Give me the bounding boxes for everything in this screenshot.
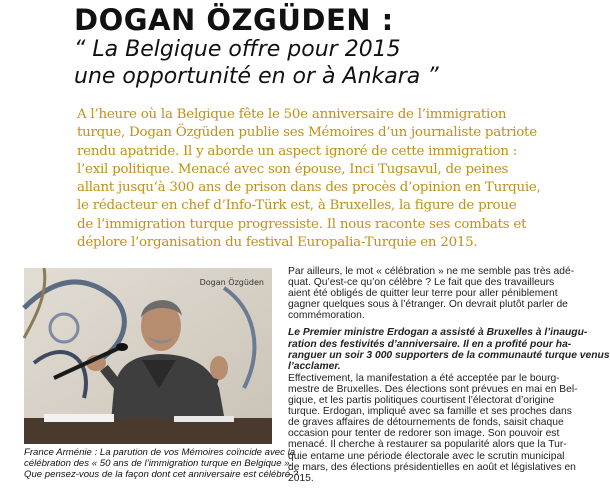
article-line: mestre de Bruxelles. Des élections sont prévues en mai en Bel- <box>288 383 578 395</box>
article-line: gagner quelques sous à l’étranger. On devrait plutôt parler de <box>288 299 568 311</box>
question-line: ranguer un soir 3 000 supporters de la communauté turque venus <box>288 349 610 361</box>
lead-line: déplore l’organisation du festival Europalia-Turquie en 2015. <box>77 235 478 251</box>
headline <box>74 4 544 90</box>
lead-line: A l’heure où la Belgique fête le 50e anniversaire de l’immigration <box>77 107 507 122</box>
article-paragraph <box>288 372 578 484</box>
headline-quote-line: “ La Belgique offre pour 2015 <box>74 37 401 62</box>
lead-paragraph <box>77 106 541 252</box>
article-line: turque. Erdogan, impliqué avec sa famille et ses proches dans <box>288 406 572 418</box>
lead-line: allant jusqu’à 300 ans de prison dans des procès d’opinion en Turquie, <box>77 180 541 196</box>
question-line: l’acclamer. <box>288 360 341 372</box>
lead-line: rendu apatride. Il y aborde un aspect ignoré de cette immigration : <box>77 143 517 159</box>
headline-name: DOGAN ÖZGÜDEN : <box>74 3 394 37</box>
interview-question <box>288 327 610 372</box>
article-line: commémoration. <box>288 310 365 322</box>
lead-line: l’exil politique. Menacé avec son épouse, Inci Tugsavul, de peines <box>77 161 509 177</box>
headline-quote-line: une opportunité en or à Ankara ” <box>74 64 439 89</box>
portrait-photo <box>24 268 272 444</box>
article-line: Effectivement, la manifestation a été acceptée par le bourg- <box>288 372 560 384</box>
article-line: menacé. Il cherche à restaurer sa popularité alors que la Tur- <box>288 439 567 451</box>
article-paragraph <box>288 266 575 322</box>
question-line: Le Premier ministre Erdogan a assisté à Bruxelles à l’inaugu- <box>288 327 588 339</box>
caption-line: France Arménie : La parution de vos Mémoires coïncide avec la <box>24 447 296 458</box>
lead-line: turque, Dogan Özgüden publie ses Mémoires d’un journaliste patriote <box>77 125 537 141</box>
question-line: ration des festivités d’anniversaire. Il en a profité pour ha- <box>288 338 572 350</box>
lead-line: le rédacteur en chef d’Info-Türk est, à Bruxelles, la figure de proue <box>77 198 517 214</box>
lead-line: de l’immigration turque progressiste. Il nous raconte ses combats et <box>77 216 527 232</box>
article-column <box>288 266 610 490</box>
article-line: quie entame une période électorale avec le scrutin municipal <box>288 450 565 462</box>
article-line: occasion pour tenter de redorer son image. Son pouvoir est <box>288 428 560 440</box>
caption-line: célébration des « 50 ans de l’immigration turque en Belgique ». <box>24 458 293 469</box>
portrait-illustration <box>24 268 272 444</box>
article-line: aient été obligés de quitter leur terre pour aller péniblement <box>288 288 558 300</box>
article-line: quat. Qu’est-ce qu’on célèbre ? Le fait que des travailleurs <box>288 277 555 289</box>
interview-question-caption <box>24 447 299 480</box>
caption-line: Que pensez-vous de la façon dont cet anniversaire est célébré ? <box>24 469 299 480</box>
article-line: Par ailleurs, le mot « célébration » ne me semble pas très adé- <box>288 266 575 277</box>
article-line: de graves affaires de détournements de fonds, saisit chaque <box>288 417 564 429</box>
article-line: 2015. <box>288 472 314 484</box>
article-line: gique, et les partis politiques courtisent l’électorat d’origine <box>288 395 555 407</box>
article-line: de mars, des élections présidentielles en août et législatives en <box>288 461 576 473</box>
photo-credit: Dogan Özgüden <box>199 278 264 287</box>
